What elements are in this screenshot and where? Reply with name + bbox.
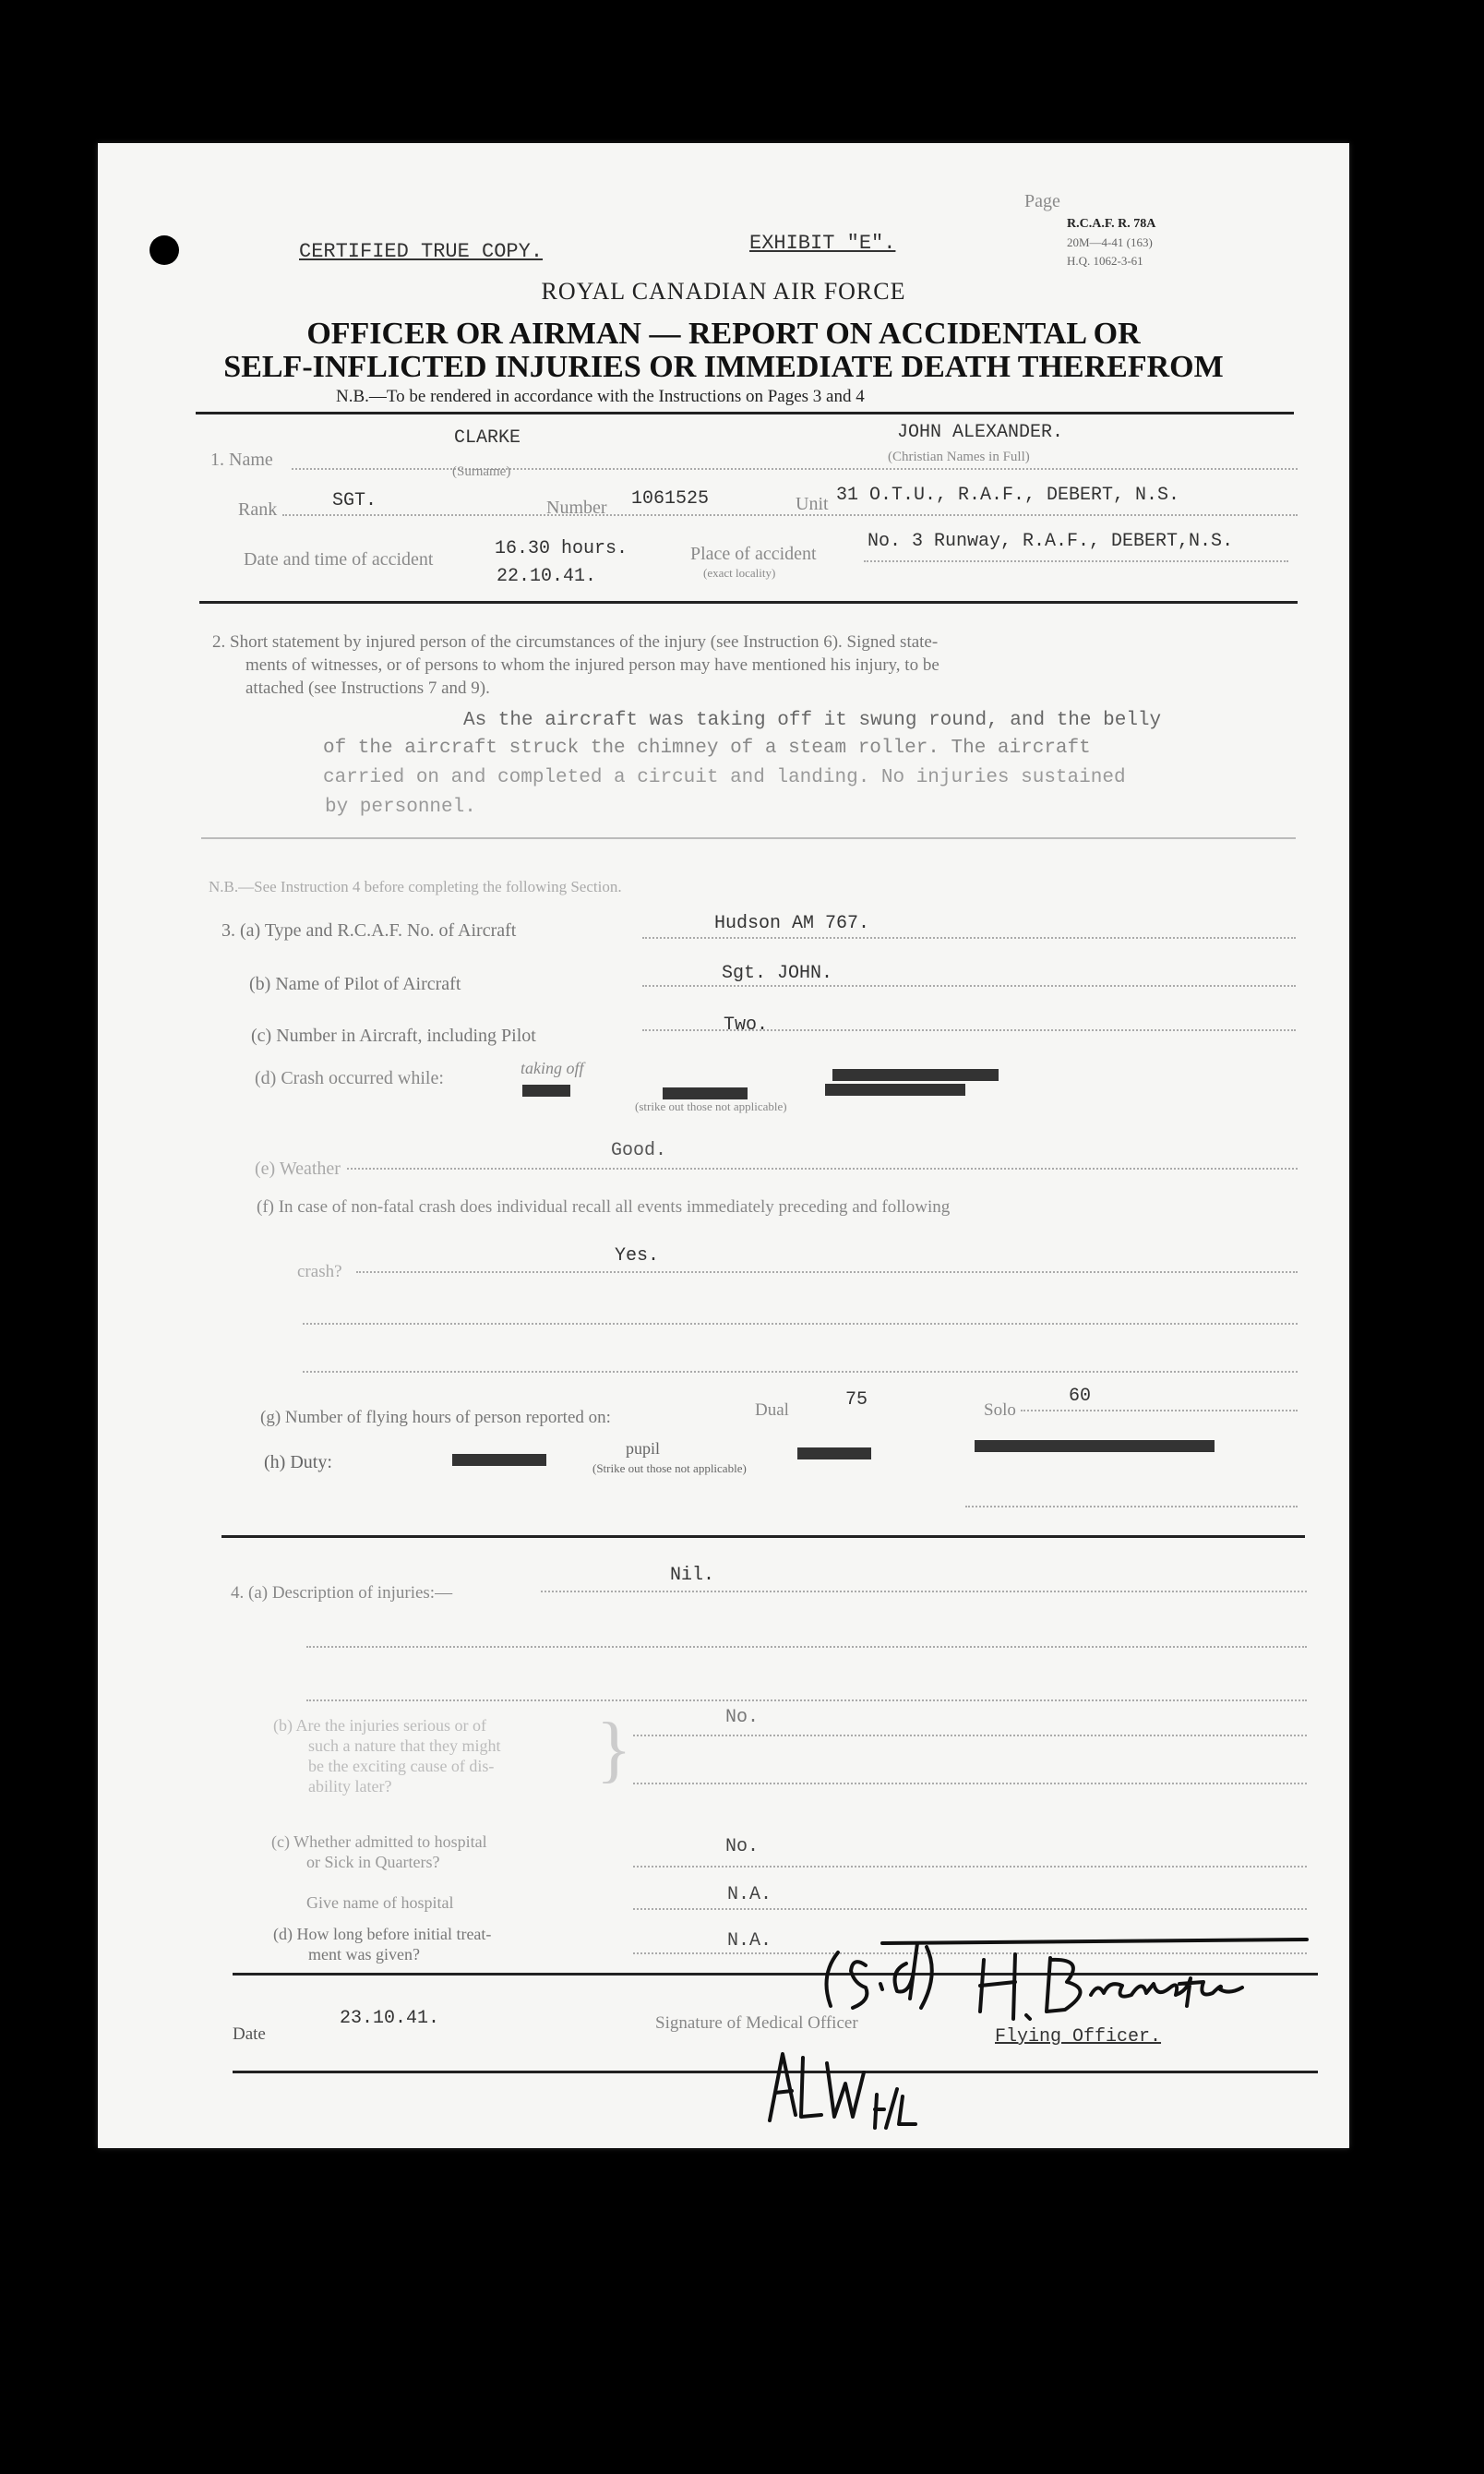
- form-title-line1: OFFICER OR AIRMAN — REPORT ON ACCIDENTAL OR: [306, 317, 1141, 351]
- report-form: [98, 143, 1349, 2148]
- form-title-line2: SELF-INFLICTED INJURIES OR IMMEDIATE DEATH THEREFROM: [223, 350, 1224, 384]
- exhibit-stamp: EXHIBIT "E".: [749, 232, 896, 255]
- rank-label: Rank: [238, 499, 278, 520]
- statement-text-4: by personnel.: [325, 797, 476, 818]
- number-label: Number: [546, 498, 607, 518]
- aircraft-type-label: 3. (a) Type and R.C.A.F. No. of Aircraft: [221, 920, 517, 941]
- hospital-name-label: Give name of hospital: [306, 1893, 454, 1912]
- recall-line-2: [303, 1323, 1298, 1325]
- rank-value: SGT.: [332, 490, 377, 511]
- weather-value: Good.: [611, 1140, 667, 1161]
- injuries-label: 4. (a) Description of injuries:—: [231, 1583, 453, 1603]
- solo-hours-value: 60: [1069, 1386, 1092, 1407]
- struck-duty-2: [797, 1445, 871, 1461]
- report-date-value: 23.10.41.: [340, 2008, 440, 2029]
- serious-line-1: [633, 1735, 1307, 1736]
- date-label: Date: [233, 2024, 266, 2044]
- datetime-label: Date and time of accident: [244, 549, 434, 570]
- section2-rule: [201, 837, 1296, 839]
- aircraft-type-value: Hudson AM 767.: [714, 913, 870, 934]
- service-number-value: 1061525: [631, 488, 710, 510]
- crash-occurred-value: taking off: [521, 1059, 584, 1077]
- header-rule: [196, 412, 1294, 414]
- pilot-name-line: [642, 985, 1296, 987]
- medical-officer-signature: [818, 1934, 1334, 2036]
- form-print: 20M—4-41 (163): [1067, 235, 1153, 249]
- treatment-value: N.A.: [727, 1930, 772, 1952]
- weather-label: (e) Weather: [255, 1159, 341, 1179]
- christian-caption: (Christian Names in Full): [888, 450, 1030, 464]
- unit-label: Unit: [796, 494, 829, 514]
- recall-line-1: [356, 1271, 1298, 1273]
- hospital-name-value: N.A.: [727, 1884, 772, 1905]
- serious-label-3: be the exciting cause of dis-: [308, 1757, 495, 1775]
- struck-duty-3: [975, 1437, 1215, 1454]
- hospital-line: [633, 1866, 1307, 1868]
- form-hq: H.Q. 1062-3-61: [1067, 254, 1143, 268]
- hospital-name-line: [633, 1908, 1307, 1910]
- weather-line: [347, 1168, 1298, 1170]
- hospital-label-1: (c) Whether admitted to hospital: [271, 1832, 487, 1851]
- duty-label: (h) Duty:: [264, 1452, 332, 1472]
- surname-value: CLARKE: [454, 427, 521, 449]
- serious-line-2: [633, 1783, 1307, 1784]
- treatment-label-1: (d) How long before initial treat-: [273, 1925, 492, 1943]
- place-label: Place of accident: [690, 544, 817, 564]
- hospital-value: No.: [725, 1836, 760, 1857]
- surname-caption: (Surname): [452, 464, 511, 479]
- place-caption: (exact locality): [703, 566, 776, 580]
- hospital-label-2: or Sick in Quarters?: [306, 1853, 440, 1871]
- certified-copy-stamp: CERTIFIED TRUE COPY.: [299, 240, 544, 263]
- recall-label-2: crash?: [297, 1262, 342, 1281]
- aircraft-type-line: [642, 937, 1296, 939]
- statement-instructions-3: attached (see Instructions 7 and 9).: [245, 679, 490, 698]
- instructions-note: N.B.—To be rendered in accordance with the Instructions on Pages 3 and 4: [336, 387, 865, 406]
- struck-option-4: [825, 1081, 965, 1098]
- page-label: Page: [1024, 191, 1060, 211]
- number-in-aircraft-line: [642, 1029, 1296, 1031]
- name-line: [292, 468, 1298, 470]
- statement-instructions-2: ments of witnesses, or of persons to whom the injured person may have mentioned his injury, to be: [245, 655, 939, 675]
- dual-hours-value: 75: [845, 1389, 868, 1411]
- section3-rule: [221, 1535, 1305, 1538]
- solo-label: Solo: [984, 1400, 1016, 1420]
- flying-hours-label: (g) Number of flying hours of person reported on:: [260, 1408, 611, 1427]
- crash-occurred-label: (d) Crash occurred while:: [255, 1068, 444, 1088]
- name-label: 1. Name: [210, 450, 273, 470]
- accident-time-value: 16.30 hours.: [495, 538, 628, 559]
- place-line: [864, 560, 1288, 562]
- serious-value: No.: [725, 1707, 760, 1728]
- form-number: R.C.A.F. R. 78A: [1067, 217, 1156, 231]
- number-in-aircraft-value: Two.: [724, 1015, 769, 1036]
- christian-names-value: JOHN ALEXANDER.: [897, 422, 1064, 443]
- serious-label-2: such a nature that they might: [308, 1736, 501, 1755]
- flying-hours-line: [1021, 1410, 1298, 1411]
- duty-value: pupil: [626, 1439, 661, 1458]
- struck-duty-1: [452, 1451, 546, 1468]
- pilot-name-label: (b) Name of Pilot of Aircraft: [249, 974, 461, 994]
- treatment-label-2: ment was given?: [308, 1945, 420, 1964]
- serious-label-1: (b) Are the injuries serious or of: [273, 1716, 486, 1735]
- serious-label-4: ability later?: [308, 1777, 392, 1795]
- recall-value: Yes.: [615, 1245, 660, 1267]
- signature-label: Signature of Medical Officer: [655, 2013, 858, 2033]
- recall-label: (f) In case of non-fatal crash does individual recall all events immediately preceding and following: [257, 1197, 951, 1217]
- duty-line: [965, 1506, 1298, 1507]
- punch-hole: [150, 235, 179, 265]
- rank-line: [282, 514, 1298, 516]
- certifying-initials: [760, 2036, 927, 2137]
- injuries-value: Nil.: [670, 1565, 715, 1586]
- pilot-name-value: Sgt. JOHN.: [722, 963, 833, 984]
- statement-text-3: carried on and completed a circuit and landing. No injuries sustained: [323, 767, 1126, 788]
- number-in-aircraft-label: (c) Number in Aircraft, including Pilot: [251, 1026, 536, 1046]
- crash-strike-caption: (strike out those not applicable): [635, 1099, 787, 1113]
- serious-bracket: }: [596, 1709, 632, 1790]
- statement-text-2: of the aircraft struck the chimney of a steam roller. The aircraft: [323, 738, 1091, 759]
- dual-label: Dual: [755, 1400, 789, 1420]
- org-name: ROYAL CANADIAN AIR FORCE: [541, 278, 906, 305]
- accident-date-value: 22.10.41.: [497, 566, 597, 587]
- injuries-line-2: [306, 1646, 1307, 1648]
- section1-rule: [199, 601, 1298, 604]
- recall-line-3: [303, 1371, 1298, 1373]
- statement-text-1: As the aircraft was taking off it swung round, and the belly: [463, 710, 1162, 731]
- injuries-line-1: [541, 1591, 1307, 1592]
- duty-caption: (Strike out those not applicable): [592, 1461, 747, 1475]
- section3-note: N.B.—See Instruction 4 before completing the following Section.: [209, 878, 622, 895]
- statement-instructions-1: 2. Short statement by injured person of the circumstances of the injury (see Instruction 6). Signed state-: [212, 632, 939, 652]
- officer-rank-value: Flying Officer.: [995, 2026, 1162, 2048]
- injuries-line-3: [306, 1699, 1307, 1701]
- unit-value: 31 O.T.U., R.A.F., DEBERT, N.S.: [836, 485, 1180, 506]
- place-value: No. 3 Runway, R.A.F., DEBERT,N.S.: [868, 531, 1234, 552]
- struck-option-1: [522, 1082, 570, 1099]
